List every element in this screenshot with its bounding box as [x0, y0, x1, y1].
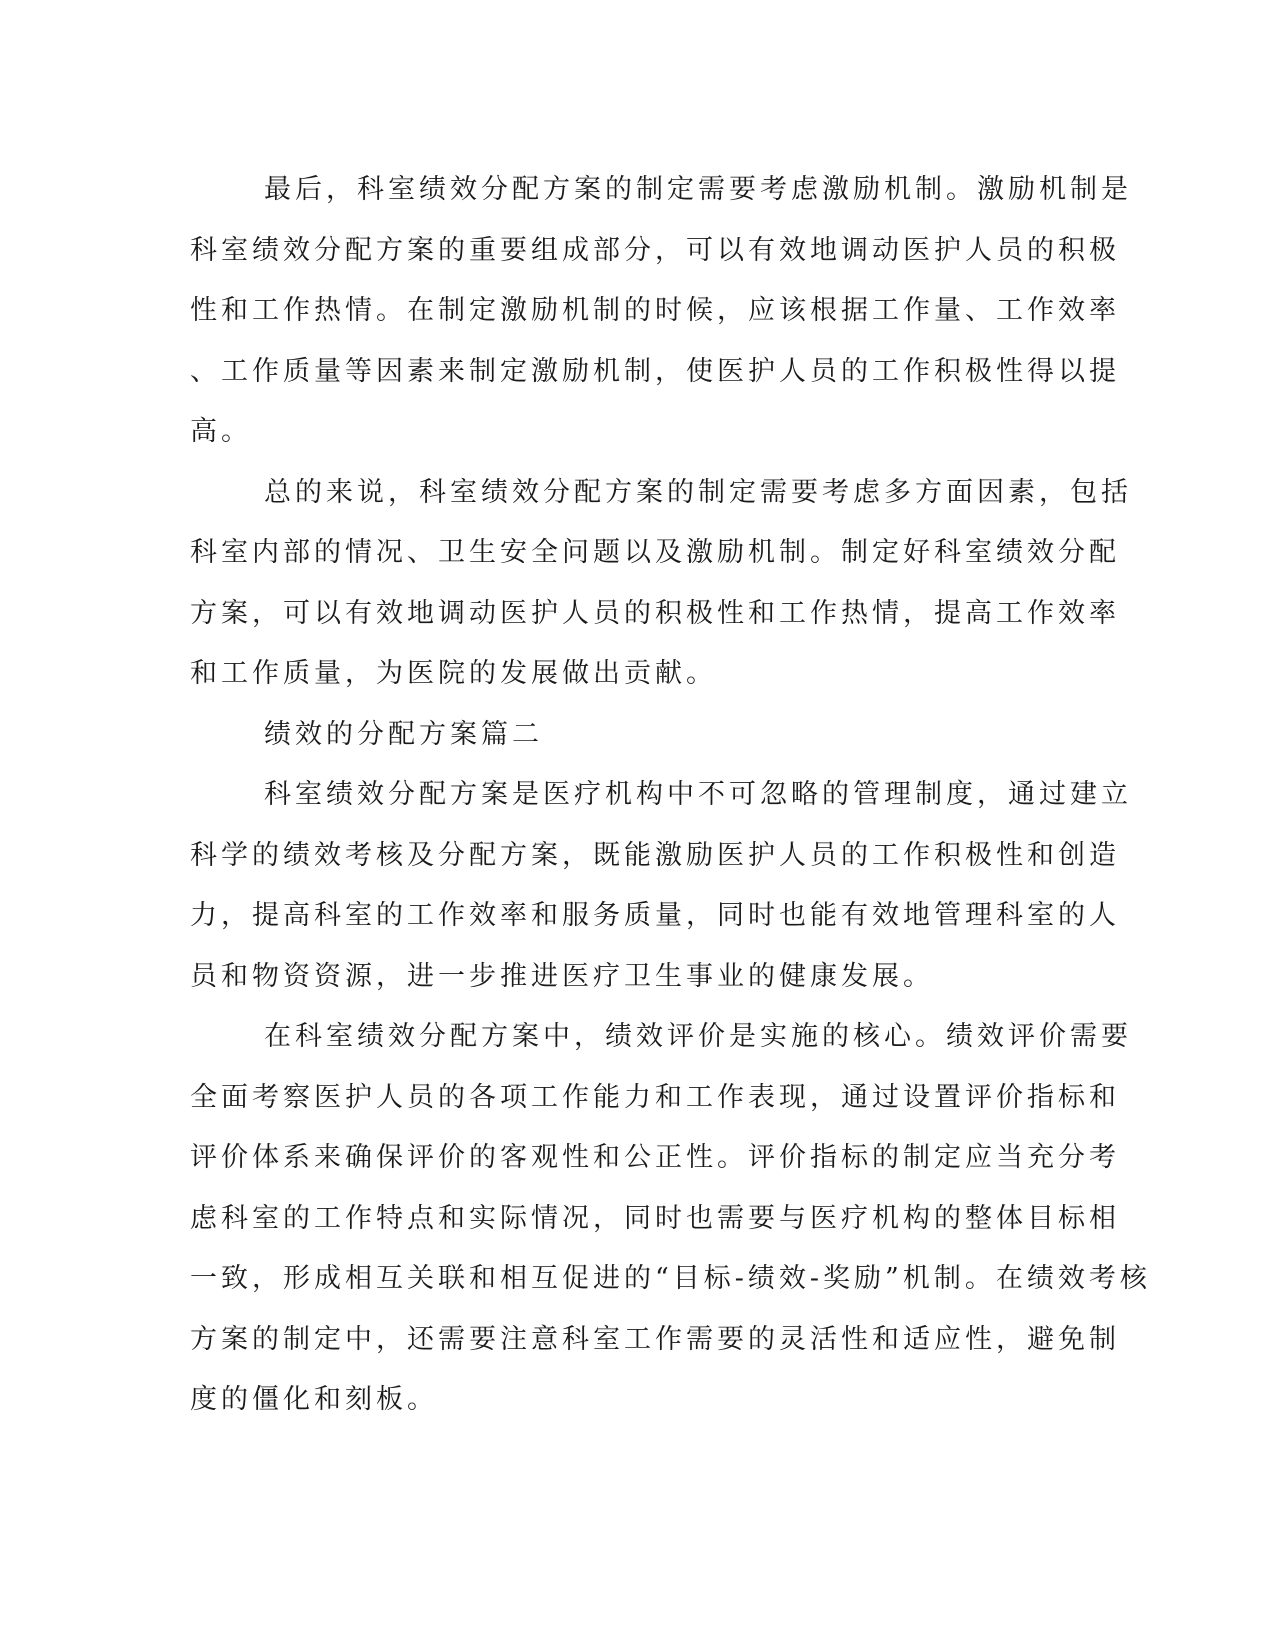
text-line: 科学的绩效考核及分配方案，既能激励医护人员的工作积极性和创造 [190, 839, 1120, 871]
text-line: 度的僵化和刻板。 [190, 1384, 438, 1415]
text-line: 和工作质量，为医院的发展做出贡献。 [190, 658, 717, 689]
text-line: 高。 [190, 416, 252, 447]
text-line: 评价体系来确保评价的客观性和公正性。评价指标的制定应当充分考 [190, 1142, 1120, 1173]
document-body [190, 160, 1151, 1431]
paragraph-introduction [190, 765, 1132, 1007]
text-line: 一致，形成相互关联和相互促进的“目标-绩效-奖励”机制。在绩效考核 [190, 1263, 1151, 1294]
text-line: 总的来说，科室绩效分配方案的制定需要考虑多方面因素，包括 [264, 476, 1132, 508]
text-line: 方案，可以有效地调动医护人员的积极性和工作热情，提高工作效率 [190, 597, 1120, 629]
paragraph-summary [190, 463, 1132, 705]
text-line: 科室绩效分配方案是医疗机构中不可忽略的管理制度，通过建立 [264, 779, 1132, 810]
text-line: 性和工作热情。在制定激励机制的时候，应该根据工作量、工作效率 [190, 295, 1120, 326]
section-heading [190, 705, 1075, 766]
text-line: 最后，科室绩效分配方案的制定需要考虑激励机制。激励机制是 [264, 174, 1132, 205]
text-line: 在科室绩效分配方案中，绩效评价是实施的核心。绩效评价需要 [264, 1021, 1132, 1052]
text-line: 科室绩效分配方案的重要组成部分，可以有效地调动医护人员的积极 [190, 234, 1120, 266]
text-line: 科室内部的情况、卫生安全问题以及激励机制。制定好科室绩效分配 [190, 537, 1120, 568]
paragraph-performance-evaluation [190, 1007, 1151, 1431]
text-line: 全面考察医护人员的各项工作能力和工作表现，通过设置评价指标和 [190, 1081, 1120, 1113]
paragraph-incentive-mechanism [190, 160, 1132, 463]
section-title: 绩效的分配方案篇二 [264, 718, 543, 750]
text-line: 方案的制定中，还需要注意科室工作需要的灵活性和适应性，避免制 [190, 1323, 1120, 1355]
text-line: 、工作质量等因素来制定激励机制，使医护人员的工作积极性得以提 [190, 355, 1120, 387]
text-line: 虑科室的工作特点和实际情况，同时也需要与医疗机构的整体目标相 [190, 1202, 1120, 1234]
text-line: 力，提高科室的工作效率和服务质量，同时也能有效地管理科室的人 [190, 900, 1120, 931]
text-line: 员和物资资源，进一步推进医疗卫生事业的健康发展。 [190, 960, 934, 992]
